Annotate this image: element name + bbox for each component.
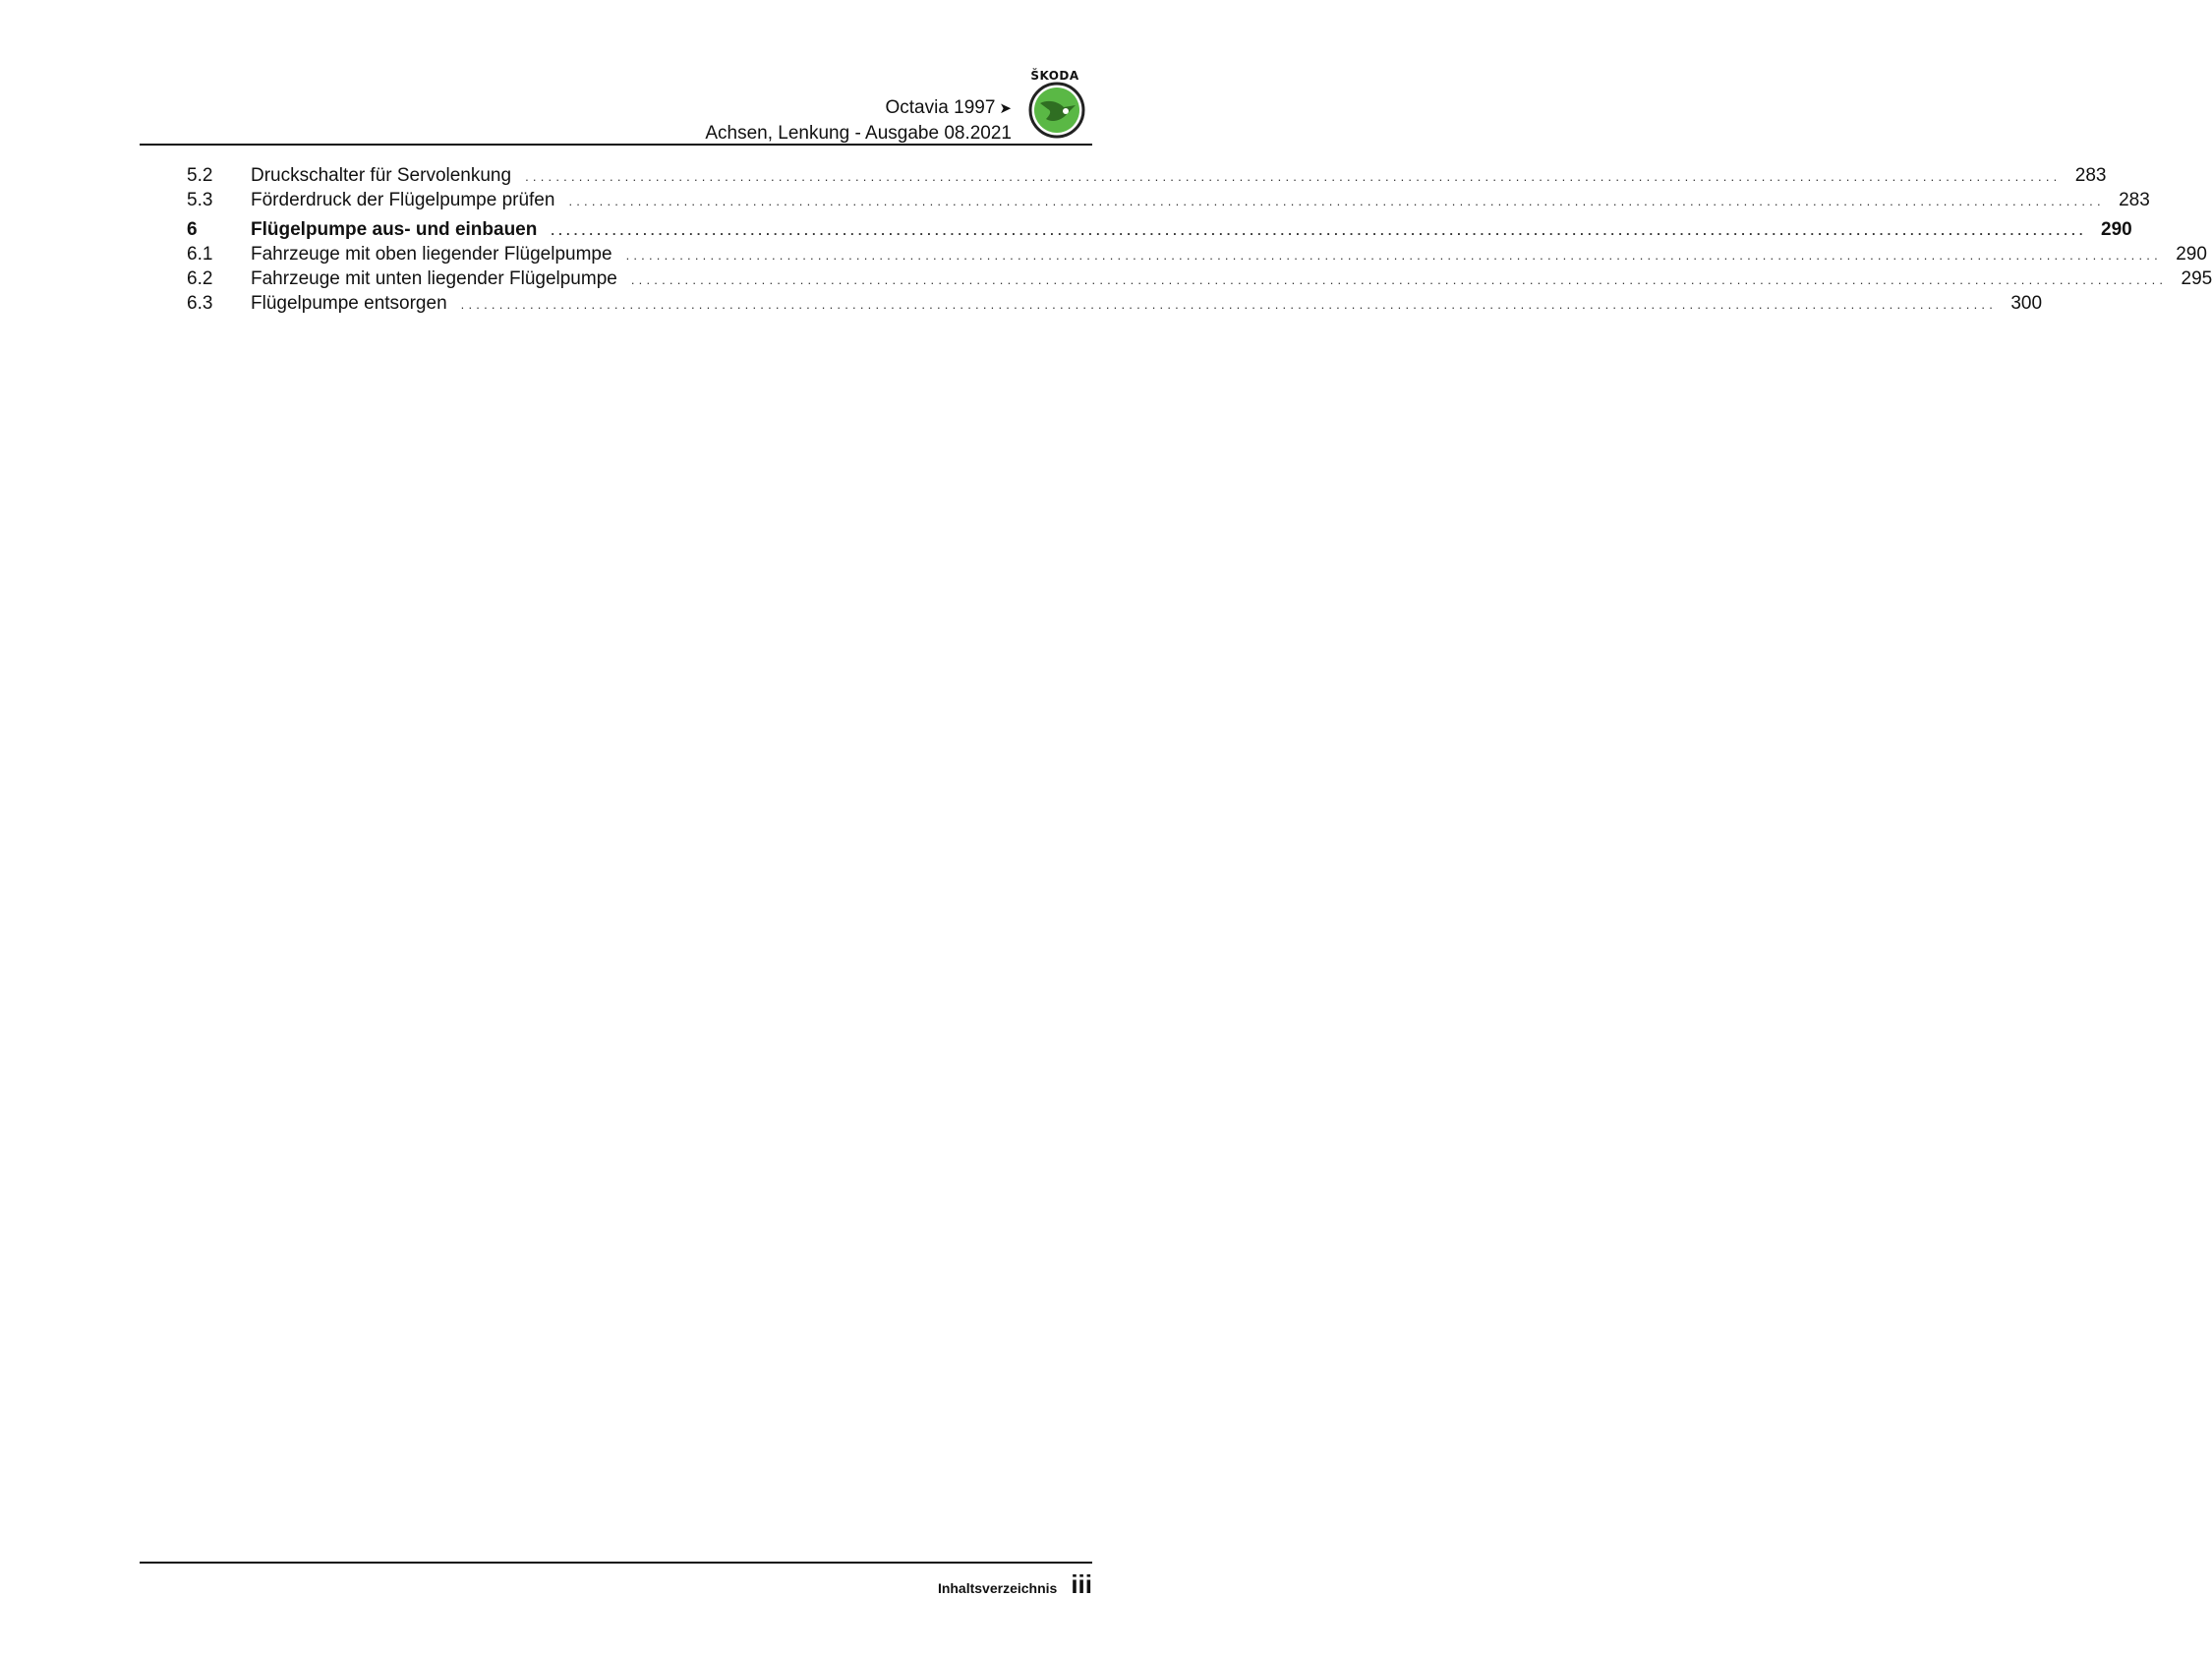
- toc-entry-page: 283: [2074, 165, 2107, 186]
- document-header: [705, 95, 1012, 146]
- toc-entry-page: 290: [2176, 244, 2207, 265]
- toc-entry-row[interactable]: [187, 291, 2043, 316]
- footer-page-number: iii: [1071, 1569, 1092, 1599]
- skoda-logo-icon: [1028, 82, 1085, 139]
- toc-entry-number: 6.2: [187, 268, 213, 289]
- footer-section-label: Inhaltsverzeichnis: [937, 1580, 1058, 1596]
- toc-entry-row[interactable]: [187, 266, 2212, 291]
- toc-leader-dots: ........................................................................................................................................................................................................: [525, 169, 2062, 184]
- toc-entry-page: 290: [2101, 219, 2132, 240]
- toc-entry-title: Druckschalter für Servolenkung: [251, 165, 512, 186]
- toc-entry-title: Flügelpumpe entsorgen: [251, 293, 447, 314]
- toc-entry-number: 5.3: [187, 190, 213, 210]
- toc-entry-row[interactable]: [187, 242, 2207, 266]
- footer-divider: [140, 1562, 1092, 1564]
- toc-entry-title: Fahrzeuge mit oben liegender Flügelpumpe: [251, 244, 612, 265]
- table-of-contents: [187, 163, 2212, 316]
- toc-leader-dots: ........................................................................................................................................................................................................: [630, 272, 2168, 287]
- toc-entry-page: 295: [2181, 268, 2212, 289]
- header-line-1: [705, 95, 1012, 121]
- toc-entry-page: 300: [2010, 293, 2043, 314]
- toc-entry-number: 6.3: [187, 293, 213, 314]
- header-divider: [140, 144, 1092, 146]
- toc-leader-dots: ........................................................................................................................................................................................................: [625, 248, 2162, 263]
- brand-wordmark: ŠKODA: [1030, 69, 1079, 83]
- toc-entry-number: 6.1: [187, 244, 213, 265]
- arrow-icon: ➤: [999, 100, 1012, 117]
- header-model: Octavia 1997: [885, 97, 996, 118]
- toc-leader-dots: ........................................................................................................................................................................................................: [460, 297, 1998, 312]
- toc-entry-title: Förderdruck der Flügelpumpe prüfen: [251, 190, 555, 210]
- toc-entry-number: 5.2: [187, 165, 213, 186]
- toc-chapter-row[interactable]: [187, 217, 2132, 242]
- toc-entry-row[interactable]: [187, 188, 2150, 212]
- header-line-2: Achsen, Lenkung - Ausgabe 08.2021: [705, 123, 1012, 144]
- toc-entry-row[interactable]: [187, 163, 2107, 188]
- toc-entry-number: 6: [187, 219, 198, 240]
- toc-entry-page: 283: [2119, 190, 2150, 210]
- toc-leader-dots: ........................................................................................................................................................................................................: [568, 194, 2105, 208]
- toc-entry-title: Fahrzeuge mit unten liegender Flügelpumpe: [251, 268, 617, 289]
- toc-leader-dots: ........................................................................................................................................................................................................: [551, 223, 2087, 238]
- page-footer: [938, 1569, 1092, 1600]
- toc-entry-title: Flügelpumpe aus- und einbauen: [251, 219, 538, 240]
